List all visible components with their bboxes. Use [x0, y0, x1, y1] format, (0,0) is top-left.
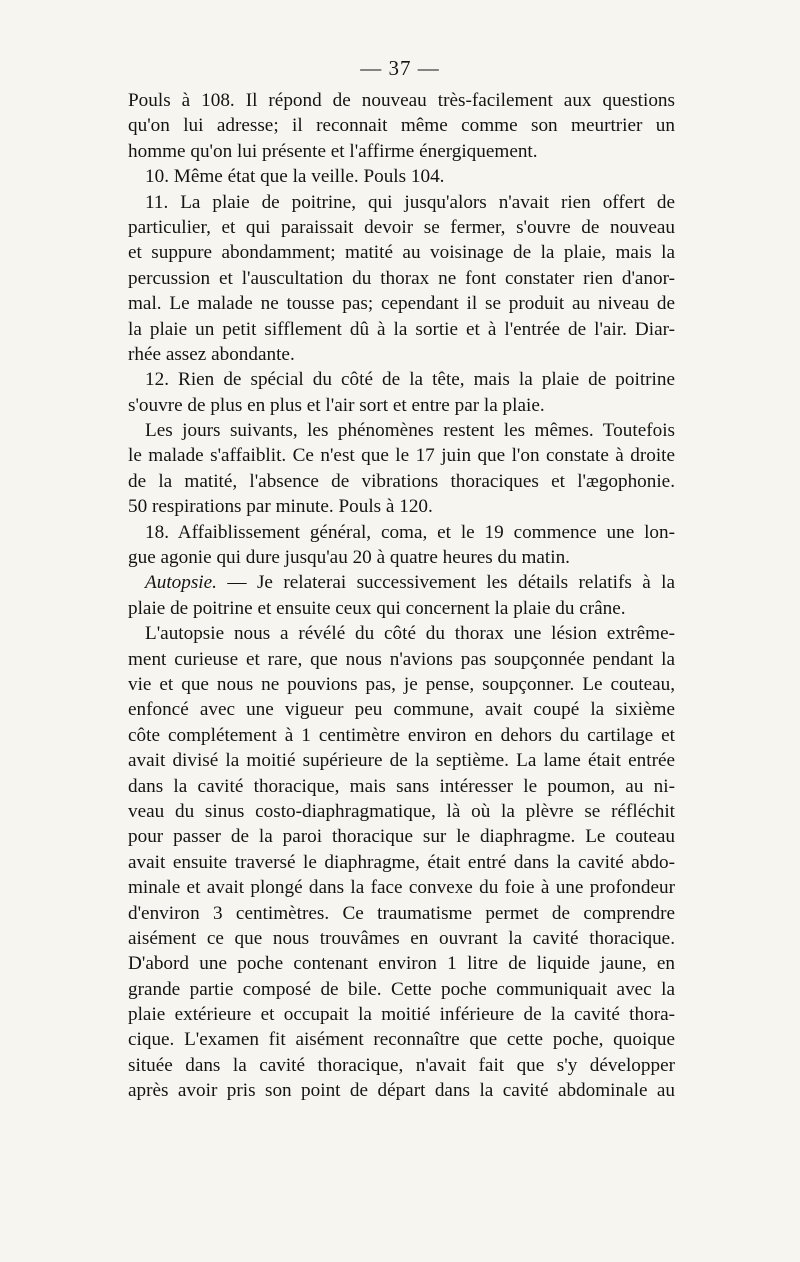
text-line-rest: — Je relaterai successivement les détails relatifs à la [216, 572, 675, 594]
text-line: plaie de poitrine et ensuite ceux qui concernent la plaie du crâne. [128, 597, 626, 619]
text-line: veau du sinus costo-diaphragmatique, là où la plèvre se réfléchit [128, 800, 675, 822]
text-line: cique. L'examen fit aisément reconnaître que cette poche, quoique [128, 1029, 675, 1051]
page-number: — 37 — [360, 56, 440, 80]
text-line: pour passer de la paroi thoracique sur le diaphragme. Le couteau [128, 826, 675, 848]
text-line: gue agonie qui dure jusqu'au 20 à quatre heures du matin. [128, 547, 570, 569]
text-line: 11. La plaie de poitrine, qui jusqu'alors n'avait rien offert de [145, 191, 675, 213]
text-line: enfoncé avec une vigueur peu commune, avait coupé la sixième [128, 699, 675, 721]
text-line: minale et avait plongé dans la face convexe du foie à une profondeur [128, 877, 675, 899]
text-line: d'environ 3 centimètres. Ce traumatisme permet de comprendre [128, 902, 675, 924]
text-line: particulier, et qui paraissait devoir se fermer, s'ouvre de nouveau [128, 216, 675, 238]
text-line: et suppure abondamment; matité au voisinage de la plaie, mais la [128, 242, 675, 264]
text-line: avait divisé la moitié supérieure de la septième. La lame était entrée [128, 750, 675, 772]
text-line: 12. Rien de spécial du côté de la tête, mais la plaie de poitrine [145, 369, 675, 391]
section-heading-italic: Autopsie. [145, 572, 217, 594]
text-line: vie et que nous ne pouvions pas, je pense, soupçonner. Le couteau, [128, 673, 675, 695]
text-line: plaie extérieure et occupait la moitié inférieure de la cavité thora- [128, 1004, 675, 1026]
text-line: L'autopsie nous a révélé du côté du thorax une lésion extrême- [145, 623, 675, 645]
text-line: la plaie un petit sifflement dû à la sortie et à l'entrée de l'air. Diar- [128, 318, 675, 340]
text-line: avait ensuite traversé le diaphragme, était entré dans la cavité abdo- [128, 851, 675, 873]
text-line: 18. Affaiblissement général, coma, et le 19 commence une lon- [145, 521, 675, 543]
text-line: de la matité, l'absence de vibrations thoraciques et l'ægophonie. [128, 470, 675, 492]
text-line: qu'on lui adresse; il reconnait même comme son meurtrier un [128, 115, 675, 137]
text-line: côte complétement à 1 centimètre environ en dehors du cartilage et [128, 724, 675, 746]
text-line: homme qu'on lui présente et l'affirme énergiquement. [128, 140, 538, 162]
text-line: Les jours suivants, les phénomènes restent les mêmes. Toutefois [145, 420, 675, 442]
text-line: D'abord une poche contenant environ 1 litre de liquide jaune, en [128, 953, 675, 975]
text-line: dans la cavité thoracique, mais sans intéresser le poumon, au ni- [128, 775, 675, 797]
text-line: après avoir pris son point de départ dans la cavité abdominale au [128, 1080, 675, 1102]
text-line: s'ouvre de plus en plus et l'air sort et entre par la plaie. [128, 394, 545, 416]
body-text [128, 88, 675, 1104]
text-line: 50 respirations par minute. Pouls à 120. [128, 496, 433, 518]
text-line: le malade s'affaiblit. Ce n'est que le 17 juin que l'on constate à droite [128, 445, 675, 467]
text-line: rhée assez abondante. [128, 343, 295, 365]
text-line: mal. Le malade ne tousse pas; cependant il se produit au niveau de [128, 293, 675, 315]
text-line: grande partie composé de bile. Cette poche communiquait avec la [128, 978, 675, 1000]
text-line: 10. Même état que la veille. Pouls 104. [145, 166, 445, 188]
text-line: percussion et l'auscultation du thorax ne font constater rien d'anor- [128, 267, 675, 289]
text-line: aisément ce que nous trouvâmes en ouvrant la cavité thoracique. [128, 927, 675, 949]
text-line: ment curieuse et rare, que nous n'avions pas soupçonnée pendant la [128, 648, 675, 670]
text-line: située dans la cavité thoracique, n'avait fait que s'y développer [128, 1054, 675, 1076]
text-line: Pouls à 108. Il répond de nouveau très-facilement aux questions [128, 90, 675, 111]
text-line [128, 570, 675, 595]
